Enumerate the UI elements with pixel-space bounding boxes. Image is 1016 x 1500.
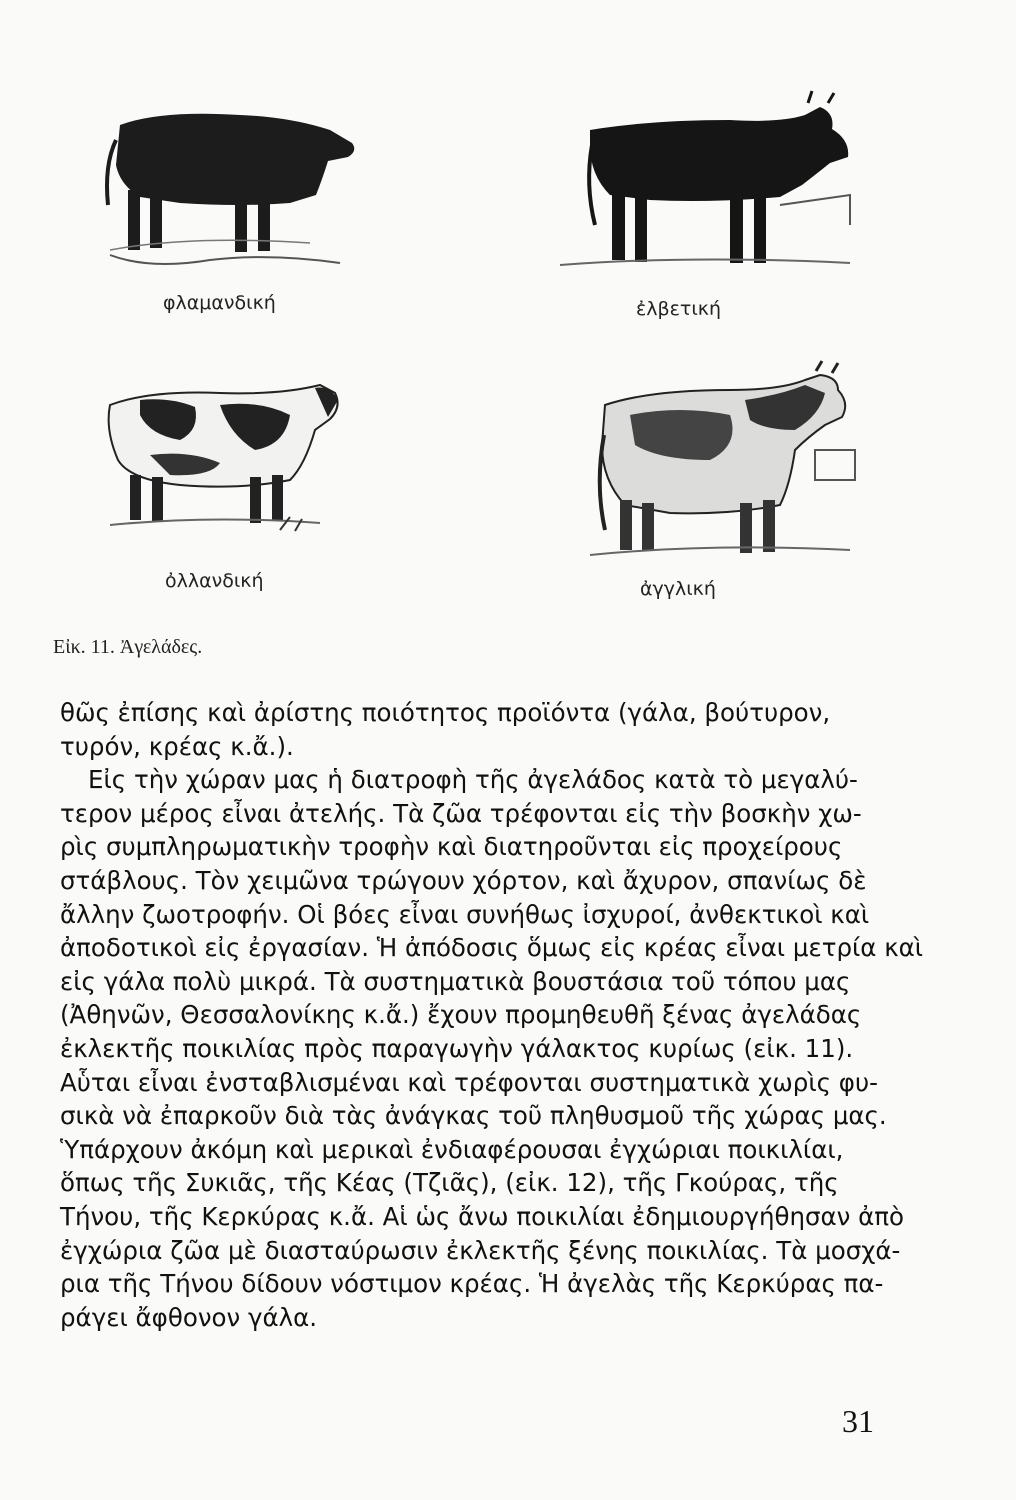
text-line: Ὑπάρχουν ἀκόμη καὶ μερικαὶ ἐνδιαφέρουσαι ἐγχώριαι ποικιλίαι,: [60, 1134, 844, 1164]
text-line: τερον μέρος εἶναι ἀτελής. Τὰ ζῶα τρέφονται εἰς τὴν βοσκὴν χω-: [60, 798, 862, 828]
text-line: Αὗται εἶναι ἐνσταβλισμέναι καὶ τρέφονται συστηματικὰ χωρὶς φυ-: [60, 1067, 878, 1097]
text-line: ρὶς συμπληρωματικὴν τροφὴν καὶ διατηροῦνται εἰς προχείρους: [60, 832, 843, 862]
breed-label-english: ἀγγλική: [640, 578, 716, 600]
breed-label-dutch: ὀλλανδική: [165, 570, 264, 592]
swiss-cow-image: [560, 91, 850, 265]
text-line: ὅπως τῆς Συκιᾶς, τῆς Κέας (Τζιᾶς), (εἰκ. 12), τῆς Γκούρας, τῆς: [60, 1168, 839, 1198]
english-cow-image: [590, 361, 855, 555]
page-number: 31: [842, 1403, 874, 1439]
text-line: Εἰς τὴν χώραν μας ἡ διατροφὴ τῆς ἀγελάδος κατὰ τὸ μεγαλύ-: [88, 765, 858, 795]
cow-figure: [90, 85, 890, 605]
text-line: σικὰ νὰ ἐπαρκοῦν διὰ τὰς ἀνάγκας τοῦ πληθυσμοῦ τῆς χώρας μας.: [60, 1101, 887, 1131]
text-line: ἀποδοτικοὶ εἰς ἐργασίαν. Ἡ ἀπόδοσις ὅμως εἰς κρέας εἶναι μετρία καὶ: [60, 933, 924, 963]
breed-label-swiss: ἐλβετική: [636, 298, 722, 320]
text-line: θῶς ἐπίσης καὶ ἀρίστης ποιότητος προϊόντα (γάλα, βούτυρον,: [60, 698, 831, 727]
text-line: Τήνου, τῆς Κερκύρας κ.ἄ. Αἱ ὡς ἄνω ποικιλίαι ἐδημιουργήθησαν ἀπὸ: [60, 1201, 905, 1231]
text-line: (Ἀθηνῶν, Θεσσαλονίκης κ.ἄ.) ἔχουν προμηθευθῆ ξένας ἀγελάδας: [60, 1000, 862, 1030]
text-line: στάβλους. Τὸν χειμῶνα τρώγουν χόρτον, καὶ ἄχυρον, σπανίως δὲ: [60, 865, 867, 895]
text-line: ρια τῆς Τήνου δίδουν νόστιμον κρέας. Ἡ ἀγελὰς τῆς Κερκύρας πα-: [60, 1269, 884, 1299]
figure-caption: Εἰκ. 11. Ἀγελάδες.: [53, 636, 203, 658]
text-line: ἐγχώρια ζῶα μὲ διασταύρωσιν ἐκλεκτῆς ξένης ποικιλίας. Τὰ μοσχά-: [60, 1235, 901, 1265]
text-line: τυρόν, κρέας κ.ἄ.).: [60, 731, 294, 761]
flemish-cow-image: [107, 114, 354, 264]
text-line: ράγει ἄφθονον γάλα.: [60, 1302, 318, 1332]
body-text: [60, 696, 924, 1334]
dutch-cow-image: [109, 385, 338, 531]
text-line: εἰς γάλα πολὺ μικρά. Τὰ συστηματικὰ βουστάσια τοῦ τόπου μας: [60, 966, 851, 996]
breed-label-flemish: φλαμανδική: [163, 292, 276, 314]
text-line: ἄλλην ζωοτροφήν. Οἱ βόες εἶναι συνήθως ἰσχυροί, ἀνθεκτικοὶ καὶ: [60, 899, 870, 929]
cow-illustrations: [90, 85, 890, 605]
text-line: ἐκλεκτῆς ποικιλίας πρὸς παραγωγὴν γάλακτος κυρίως (εἰκ. 11).: [60, 1033, 854, 1063]
